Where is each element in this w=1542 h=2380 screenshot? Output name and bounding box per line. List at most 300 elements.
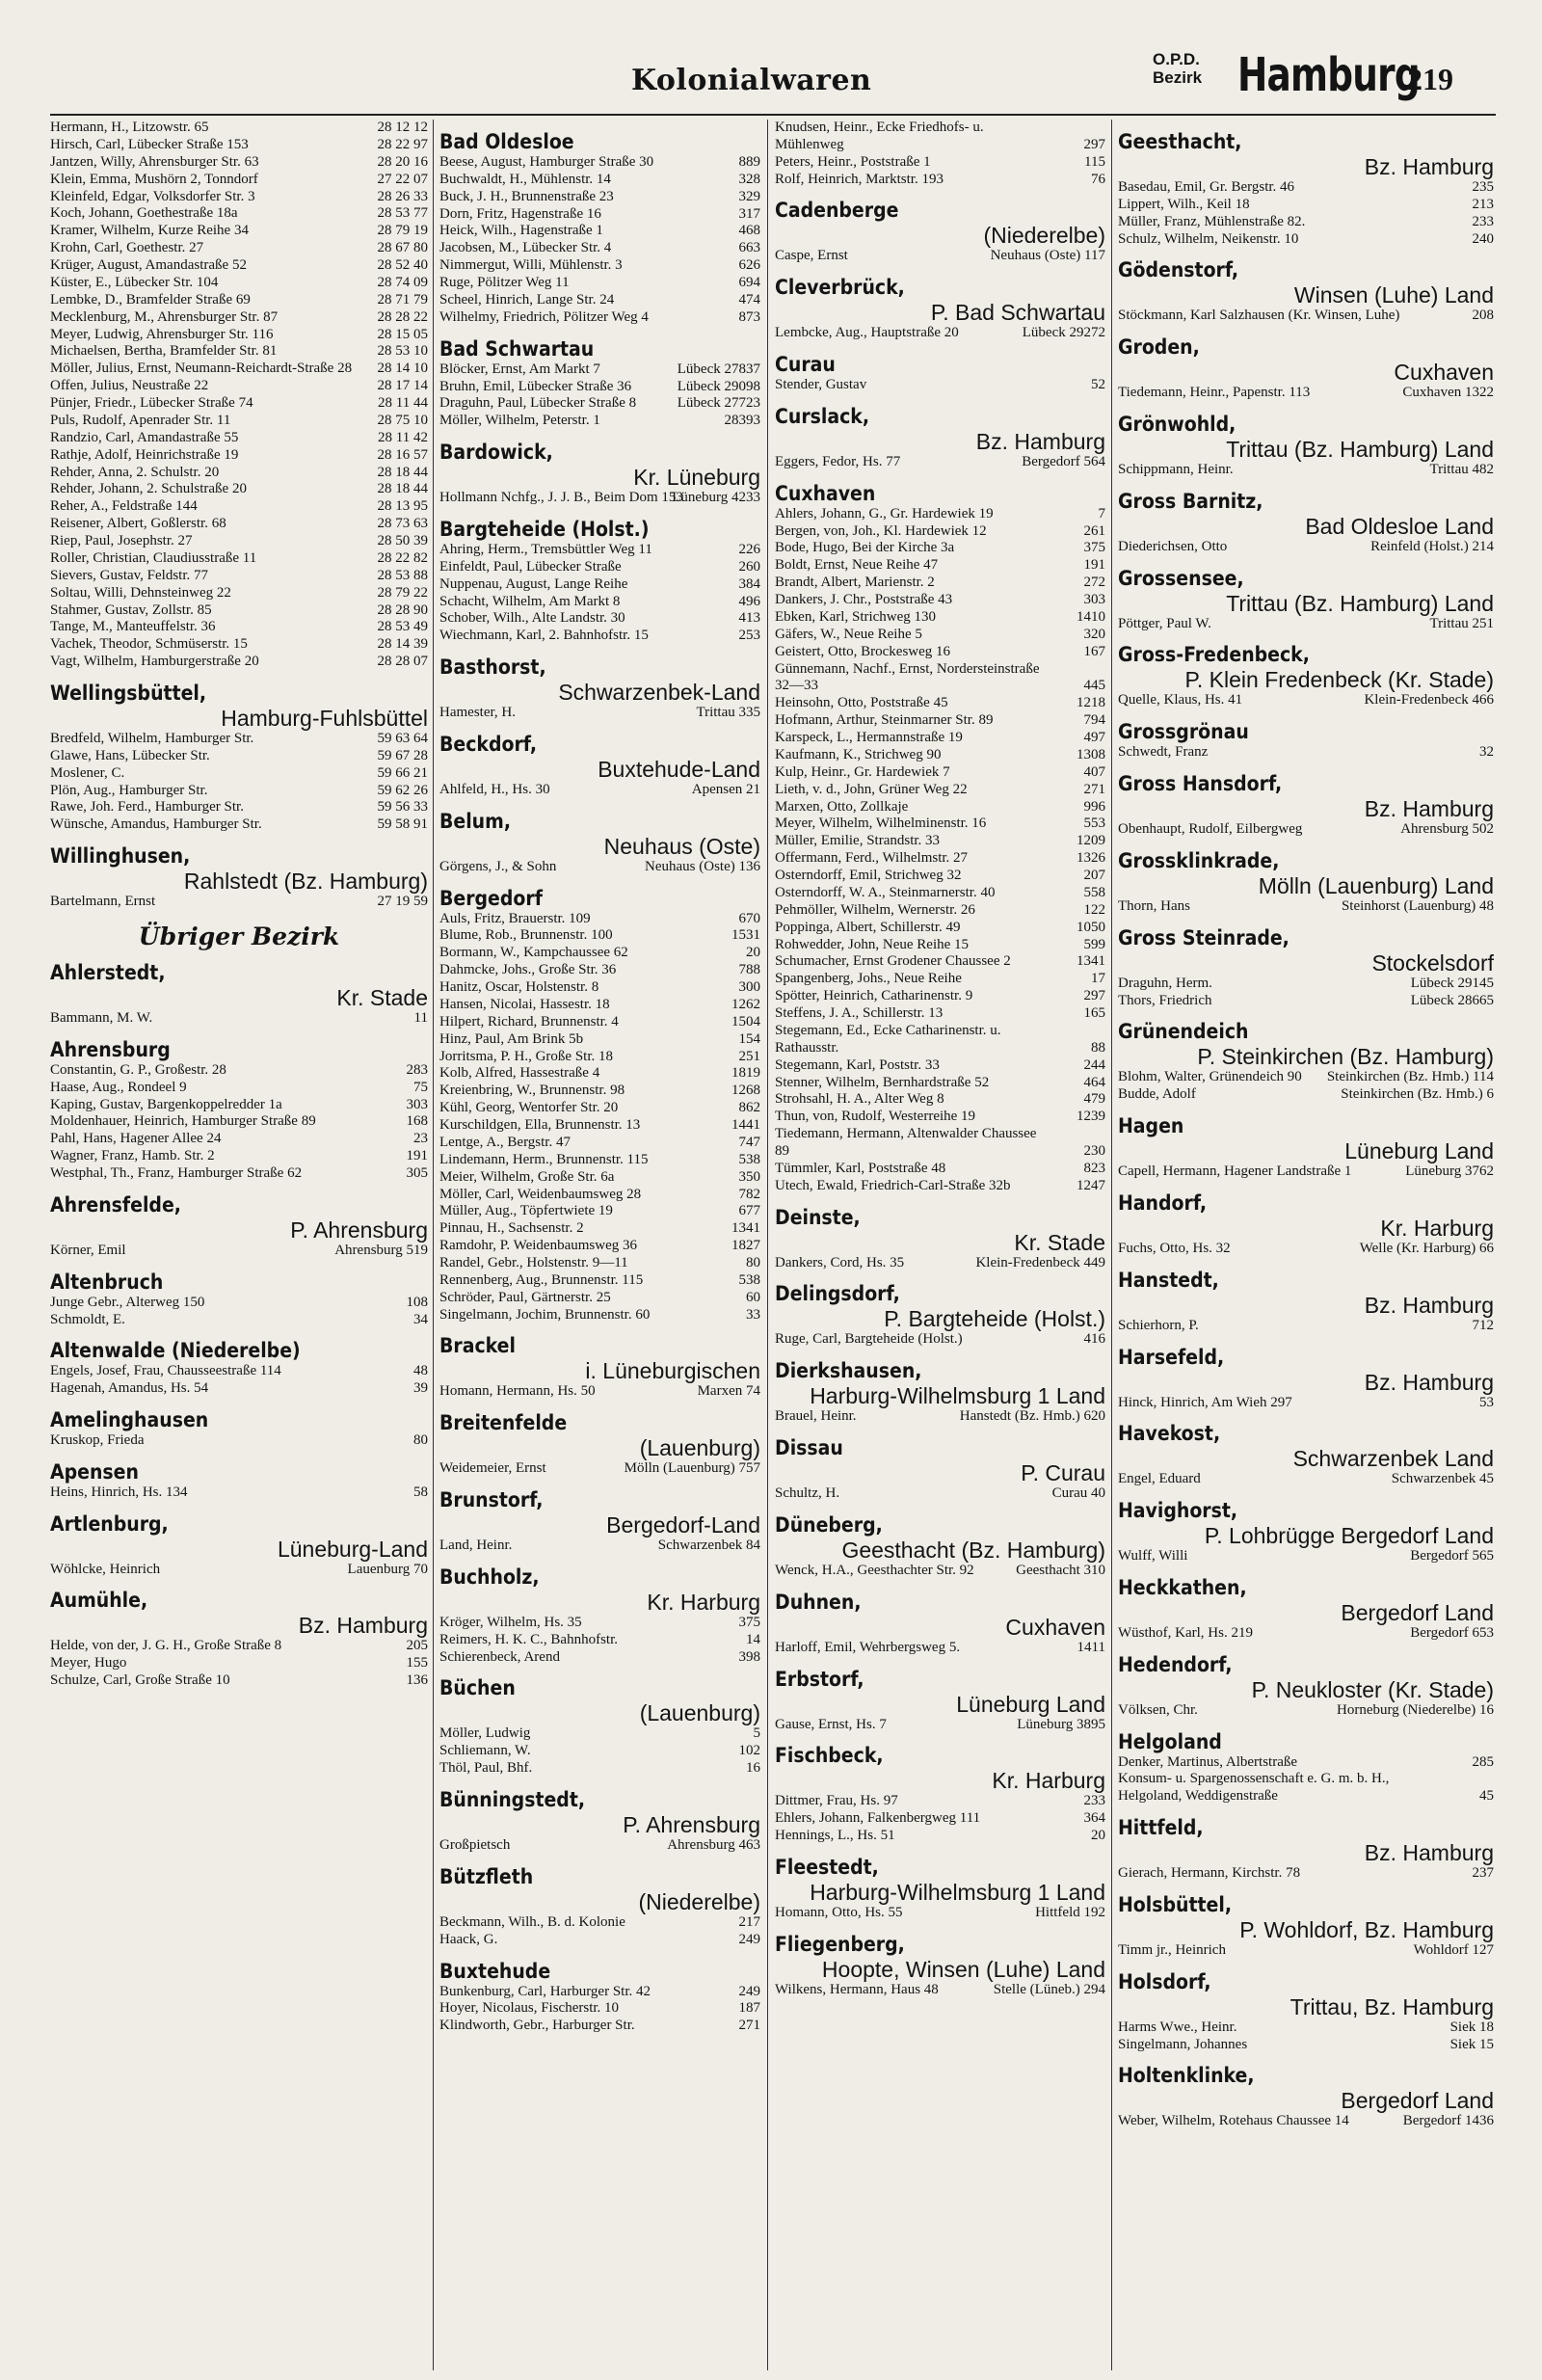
phone-number: 474: [738, 291, 760, 308]
list-item: [50, 275, 428, 292]
entry-name: Meyer, Wilhelm, Wilhelminenstr. 16: [775, 816, 987, 832]
place-name: Groden,: [1118, 335, 1200, 360]
entry-name: Möller, Wilhelm, Peterstr. 1: [439, 413, 600, 429]
entry-name: Nimmergut, Willi, Mühlenstr. 3: [439, 257, 623, 274]
phone-number: 496: [738, 593, 760, 609]
list-item: [439, 1065, 760, 1083]
list-item: [775, 850, 1105, 868]
place-name: Buxtehude: [439, 1959, 551, 1983]
list-item: [775, 1126, 1105, 1161]
phone-number: 28 28 90: [377, 602, 428, 618]
place-district: Bz. Hamburg: [1364, 1840, 1494, 1866]
entry-name: Krüger, August, Amandastraße 52: [50, 257, 247, 273]
list-item: [1118, 214, 1494, 231]
list-item: [50, 636, 428, 654]
list-item: [439, 1984, 760, 2001]
list-item: [1118, 1702, 1494, 1720]
list-item: [50, 309, 428, 327]
list-item: [775, 868, 1105, 885]
place-district: P. Klein Fredenbeck (Kr. Stade): [1184, 667, 1494, 693]
phone-number: 59 66 21: [377, 764, 428, 781]
phone-number: 497: [1083, 730, 1105, 746]
phone-number: 599: [1083, 936, 1105, 952]
entry-name: Dankers, Cord, Hs. 35: [775, 1254, 905, 1270]
phone-number: 226: [738, 541, 760, 557]
entry-name: Dahmcke, Johs., Große Str. 36: [439, 962, 617, 978]
entry-name: Weidemeier, Ernst: [439, 1460, 546, 1477]
list-item: [775, 1178, 1105, 1195]
page-header: [0, 0, 1542, 106]
list-item: [1118, 976, 1494, 993]
phone-number: 122: [1083, 901, 1105, 918]
phone-number: 1531: [731, 927, 760, 944]
list-item: [50, 1562, 428, 1579]
entry-name: Plön, Aug., Hamburger Str.: [50, 782, 208, 798]
entry-name: Wagner, Franz, Hamb. Str. 2: [50, 1148, 215, 1164]
phone-number: 14: [746, 1631, 760, 1647]
place-district: P. Ahrensburg: [290, 1217, 428, 1243]
place-heading: [775, 1590, 1105, 1640]
list-item: [775, 1810, 1105, 1828]
list-item: [1118, 616, 1494, 633]
list-item: [775, 782, 1105, 799]
place-district: Cuxhaven: [1005, 1614, 1105, 1640]
entry-name: Singelmann, Johannes: [1118, 2036, 1248, 2052]
place-district: Bz. Hamburg: [298, 1613, 428, 1639]
phone-number: 663: [738, 240, 760, 256]
entry-name: Ahlers, Johann, G., Gr. Hardewiek 19: [775, 505, 994, 521]
phone-number: 1504: [731, 1013, 760, 1030]
place-district: Bergedorf-Land: [606, 1512, 760, 1538]
list-item: [775, 1793, 1105, 1810]
entry-name: Ebken, Karl, Strichweg 130: [775, 608, 937, 625]
list-item: [439, 275, 760, 292]
entry-name: Schliemann, W.: [439, 1743, 531, 1759]
entry-name: Spötter, Heinrich, Catharinenstr. 9: [775, 988, 973, 1004]
list-item: [439, 610, 760, 628]
place-name: Handorf,: [1118, 1190, 1208, 1215]
list-item: [50, 765, 428, 783]
phone-number: 28 18 44: [377, 464, 428, 480]
list-item: [439, 154, 760, 172]
place-name: Altenwalde (Niederelbe): [50, 1339, 301, 1363]
phone-number: 28 22 82: [377, 549, 428, 566]
entry-name: Sievers, Gustav, Feldstr. 77: [50, 567, 209, 583]
column-divider: [1111, 120, 1112, 2370]
phone-number: 17: [1091, 971, 1105, 987]
phone-number: 154: [738, 1030, 760, 1047]
place-heading: [439, 1787, 760, 1837]
list-item: [439, 1117, 760, 1135]
list-item: [50, 343, 428, 361]
phone-number: 88: [1091, 1039, 1105, 1056]
list-item: [50, 292, 428, 309]
list-item: [1118, 1241, 1494, 1258]
entry-name: Stenner, Wilhelm, Bernhardstraße 52: [775, 1074, 990, 1090]
entry-name: Großpietsch: [439, 1837, 511, 1853]
entry-name: Ehlers, Johann, Falkenbergweg 111: [775, 1810, 981, 1827]
phone-number: 1411: [1077, 1639, 1105, 1655]
entry-name: Pinnau, H., Sachsenstr. 2: [439, 1220, 584, 1237]
column-divider: [433, 120, 434, 2370]
place-heading: [1118, 1268, 1494, 1318]
list-item: [775, 661, 1105, 696]
phone-number: 283: [406, 1061, 428, 1078]
list-item: [439, 223, 760, 240]
phone-number: 1218: [1077, 695, 1105, 711]
place-name: Grünendeich: [1118, 1020, 1249, 1044]
phone-number: 28 53 49: [377, 619, 428, 635]
place-heading: [1118, 412, 1494, 462]
phone-number: 317: [738, 205, 760, 222]
entry-name: Krohn, Carl, Goethestr. 27: [50, 240, 204, 256]
phone-number: 48: [413, 1363, 428, 1379]
opd-label: O.P.D.: [1153, 50, 1200, 68]
list-item: [439, 1649, 760, 1667]
phone-number: Lauenburg 70: [347, 1561, 428, 1577]
entry-name: Weber, Wilhelm, Rotehaus Chaussee 14: [1118, 2113, 1349, 2129]
place-heading: [1118, 334, 1494, 385]
phone-number: 205: [406, 1638, 428, 1654]
place-name: Fleestedt,: [775, 1855, 879, 1879]
list-item: [775, 1331, 1105, 1349]
place-district: i. Lüneburgischen: [585, 1358, 760, 1384]
entry-name: Capell, Hermann, Hagener Landstraße 1: [1118, 1163, 1352, 1180]
phone-number: 80: [746, 1255, 760, 1270]
phone-number: 59 58 91: [377, 816, 428, 833]
phone-number: 384: [738, 575, 760, 592]
phone-number: 59 63 64: [377, 730, 428, 746]
place-district: P. Curau: [1021, 1460, 1105, 1486]
phone-number: 558: [1083, 884, 1105, 900]
place-district: Trittau (Bz. Hamburg) Land: [1226, 590, 1494, 616]
phone-number: 11: [413, 1009, 428, 1026]
place-name: Bergedorf: [439, 886, 543, 910]
phone-number: Lübeck 28665: [1410, 992, 1494, 1008]
entry-name: Spangenberg, Johs., Neue Reihe: [775, 971, 962, 987]
place-name: Brunstorf,: [439, 1488, 544, 1512]
entry-name: Müller, Franz, Mühlenstraße 82.: [1118, 213, 1306, 229]
phone-number: 249: [738, 1931, 760, 1947]
entry-name: Reimers, H. K. C., Bahnhofstr.: [439, 1631, 618, 1647]
phone-number: 28 16 57: [377, 446, 428, 463]
entry-name: Boldt, Ernst, Neue Reihe 47: [775, 557, 939, 574]
phone-number: Lüneburg 3762: [1405, 1163, 1494, 1180]
phone-number: 230: [1083, 1143, 1105, 1160]
entry-name: Hanitz, Oscar, Holstenstr. 8: [439, 979, 599, 995]
list-item: [50, 498, 428, 516]
list-item: [775, 454, 1105, 471]
phone-number: Lübeck 27723: [677, 395, 760, 412]
place-district: Lüneburg Land: [956, 1691, 1105, 1717]
place-name: Hagen: [1118, 1114, 1184, 1138]
entry-name: Rehder, Johann, 2. Schulstraße 20: [50, 481, 247, 497]
entry-name: Timm jr., Heinrich: [1118, 1941, 1226, 1958]
phone-number: Siek 18: [1449, 2019, 1494, 2035]
entry-name: Günnemann, Nachf., Ernst, Nordersteinstraße 32—33: [775, 660, 1040, 694]
place-heading: [1118, 1113, 1494, 1163]
list-item: [439, 240, 760, 257]
phone-number: 328: [738, 171, 760, 187]
list-item: [775, 695, 1105, 712]
place-name: Artlenburg,: [50, 1511, 169, 1536]
list-item: [775, 764, 1105, 782]
entry-name: Osterndorff, W. A., Steinmarnerstr. 40: [775, 884, 996, 900]
entry-name: Soltau, Willi, Dehnsteinweg 22: [50, 584, 231, 601]
entry-name: Puls, Rudolf, Apenrader Str. 11: [50, 412, 231, 428]
phone-number: Steinhorst (Lauenburg) 48: [1341, 897, 1494, 914]
entry-name: Klein, Emma, Mushörn 2, Tonndorf: [50, 171, 258, 187]
list-item: [439, 413, 760, 430]
entry-name: Müller, Aug., Töpfertwiete 19: [439, 1203, 613, 1219]
list-item: [50, 602, 428, 620]
entry-name: Peters, Heinr., Poststraße 1: [775, 153, 931, 170]
place-name: Cuxhaven: [775, 481, 876, 505]
phone-number: 233: [1083, 1793, 1105, 1809]
phone-number: 244: [1083, 1056, 1105, 1073]
phone-number: 233: [1472, 213, 1494, 229]
list-item: [1118, 1548, 1494, 1565]
phone-number: 364: [1083, 1810, 1105, 1827]
phone-number: 76: [1091, 171, 1105, 187]
list-item: [775, 377, 1105, 394]
entry-name: Tiedemann, Heinr., Papenstr. 113: [1118, 385, 1311, 401]
phone-number: 1410: [1077, 608, 1105, 625]
phone-number: Hanstedt (Bz. Hmb.) 620: [959, 1408, 1105, 1425]
phone-number: 413: [738, 610, 760, 627]
place-name: Bargteheide (Holst.): [439, 517, 650, 541]
list-item: [50, 748, 428, 765]
place-heading: [439, 1959, 760, 1984]
place-heading: [1118, 129, 1494, 179]
list-item: [775, 1109, 1105, 1126]
entry-name: Kruskop, Frieda: [50, 1432, 145, 1448]
list-item: [775, 540, 1105, 557]
list-item: [50, 731, 428, 748]
list-item: [1118, 898, 1494, 916]
list-item: [439, 1460, 760, 1478]
entry-name: Helde, von der, J. G. H., Große Straße 8: [50, 1638, 282, 1654]
phone-number: Wohldorf 127: [1413, 1941, 1494, 1958]
place-district: P. Bargteheide (Holst.): [884, 1306, 1105, 1332]
phone-number: Curau 40: [1051, 1485, 1105, 1502]
phone-number: Trittau 335: [696, 705, 760, 721]
place-heading: [775, 1512, 1105, 1563]
entry-name: Blohm, Walter, Grünendeich 90: [1118, 1069, 1302, 1085]
list-item: [50, 1380, 428, 1398]
place-heading: [50, 1037, 428, 1062]
entry-name: Stender, Gustav: [775, 377, 867, 393]
place-district: Bz. Hamburg: [1364, 153, 1494, 179]
place-name: Grossensee,: [1118, 566, 1244, 590]
place-name: Fliegenberg,: [775, 1932, 905, 1956]
place-district: Bad Oldesloe Land: [1305, 513, 1494, 539]
place-name: Duhnen,: [775, 1590, 862, 1614]
place-heading: [1118, 1498, 1494, 1548]
phone-number: 28 15 05: [377, 326, 428, 342]
place-name: Bardowick,: [439, 441, 553, 465]
place-heading: [1118, 489, 1494, 539]
phone-number: 208: [1472, 308, 1494, 324]
place-district: Kr. Harburg: [647, 1589, 760, 1615]
entry-name: Ruge, Carl, Bargteheide (Holst.): [775, 1331, 963, 1348]
place-district: Kr. Harburg: [992, 1768, 1105, 1794]
entry-name: Pahl, Hans, Hagener Allee 24: [50, 1131, 222, 1147]
phone-number: 28 79 19: [377, 223, 428, 239]
phone-number: Lübeck 29145: [1410, 975, 1494, 991]
entry-name: Lieth, v. d., John, Grüner Weg 22: [775, 781, 968, 797]
phone-number: 102: [738, 1743, 760, 1759]
entry-name: Ramdohr, P. Weidenbaumsweg 36: [439, 1238, 637, 1254]
place-name: Aumühle,: [50, 1589, 148, 1613]
place-heading: [439, 336, 760, 361]
entry-name: Junge Gebr., Alterweg 150: [50, 1294, 205, 1310]
phone-number: 23: [413, 1131, 428, 1147]
phone-number: 694: [738, 275, 760, 291]
bezirk-label: Bezirk: [1153, 68, 1203, 87]
entry-name: Beckmann, Wilh., B. d. Kolonie: [439, 1913, 625, 1930]
phone-number: 553: [1083, 816, 1105, 832]
page-number: 219: [1407, 62, 1453, 96]
place-district: Bergedorf Land: [1341, 2088, 1494, 2114]
list-item: [439, 1135, 760, 1152]
place-district: P. Ahrensburg: [623, 1812, 760, 1837]
phone-number: Klein-Fredenbeck 466: [1364, 692, 1494, 709]
place-name: Helgoland: [1118, 1729, 1222, 1753]
phone-number: 187: [738, 2000, 760, 2017]
list-item: [1118, 692, 1494, 709]
list-item: [775, 885, 1105, 902]
phone-number: Ahrensburg 502: [1400, 821, 1494, 838]
list-item: [775, 1717, 1105, 1734]
place-heading: [50, 1511, 428, 1562]
entry-name: Stöckmann, Karl Salzhausen (Kr. Winsen, Luhe): [1118, 308, 1400, 324]
list-item: [439, 490, 760, 507]
list-item: [439, 1187, 760, 1204]
place-heading: [439, 655, 760, 705]
place-heading: [439, 517, 760, 542]
place-district: P. Wohldorf, Bz. Hamburg: [1239, 1916, 1494, 1942]
list-item: [439, 859, 760, 876]
entry-name: Schober, Wilh., Alte Landstr. 30: [439, 610, 625, 627]
place-district: Schwarzenbek-Land: [558, 680, 760, 706]
entry-name: Hoyer, Nicolaus, Fischerstr. 10: [439, 2000, 620, 2017]
phone-number: 398: [738, 1648, 760, 1665]
list-item: [439, 962, 760, 979]
place-heading: [775, 1358, 1105, 1408]
place-heading: [775, 1205, 1105, 1255]
place-heading: [1118, 1892, 1494, 1942]
list-item: [775, 1485, 1105, 1503]
phone-number: 862: [738, 1100, 760, 1116]
phone-number: 168: [406, 1113, 428, 1130]
entry-name: Schulz, Wilhelm, Neikenstr. 10: [1118, 230, 1299, 247]
entry-name: Hinck, Hinrich, Am Wieh 297: [1118, 1394, 1292, 1410]
entry-name: Thöl, Paul, Bhf.: [439, 1760, 533, 1777]
phone-number: Bergedorf 653: [1410, 1624, 1494, 1641]
entry-name: Koch, Johann, Goethestraße 18a: [50, 205, 238, 222]
region-heading: Übriger Bezirk: [138, 923, 340, 950]
entry-name: Schröder, Paul, Gärtnerstr. 25: [439, 1289, 611, 1305]
place-district: Kr. Harburg: [1380, 1215, 1494, 1241]
place-heading: [1118, 1190, 1494, 1241]
place-heading: [439, 129, 760, 154]
entry-name: Völksen, Chr.: [1118, 1701, 1198, 1718]
entry-name: Strohsahl, H. A., Alter Weg 8: [775, 1091, 944, 1108]
phone-number: 165: [1083, 1005, 1105, 1022]
entry-name: Kaping, Gustav, Bargenkoppelredder 1a: [50, 1096, 282, 1112]
phone-number: 167: [1083, 643, 1105, 659]
list-item: [775, 1563, 1105, 1580]
place-heading: [50, 1338, 428, 1363]
phone-number: 271: [738, 2018, 760, 2034]
phone-number: Welle (Kr. Harburg) 66: [1359, 1240, 1494, 1256]
place-heading: [775, 275, 1105, 325]
entry-name: Randzio, Carl, Amandastraße 55: [50, 429, 239, 445]
place-district: Bz. Hamburg: [1364, 1292, 1494, 1318]
place-district: (Niederelbe): [638, 1888, 760, 1914]
place-heading: [1118, 642, 1494, 692]
place-heading: [1118, 848, 1494, 898]
phone-number: 108: [406, 1294, 428, 1310]
phone-number: 80: [413, 1432, 428, 1448]
entry-name: Reisener, Albert, Goßlerstr. 68: [50, 516, 226, 532]
list-item: [439, 1031, 760, 1049]
place-heading: [1118, 1652, 1494, 1702]
entry-name: Randel, Gebr., Holstenstr. 9—11: [439, 1255, 628, 1270]
phone-number: 7: [1098, 505, 1105, 521]
entry-name: Haack, G.: [439, 1931, 498, 1947]
list-item: [439, 1290, 760, 1307]
place-heading: [775, 352, 1105, 377]
list-item: [1118, 1163, 1494, 1181]
entry-name: Scheel, Hinrich, Lange Str. 24: [439, 291, 615, 308]
list-item: [50, 430, 428, 447]
phone-number: 538: [738, 1151, 760, 1167]
place-heading: [439, 809, 760, 859]
phone-number: 464: [1083, 1074, 1105, 1090]
place-heading: [1118, 1345, 1494, 1395]
list-item: [439, 189, 760, 206]
list-item: [439, 1914, 760, 1932]
phone-number: Ahrensburg 463: [667, 1837, 760, 1853]
entry-name: Schmoldt, E.: [50, 1311, 125, 1327]
entry-name: Constantin, G. P., Großestr. 28: [50, 1061, 226, 1078]
place-name: Grönwohld,: [1118, 413, 1236, 436]
place-name: Grossklinkrade,: [1118, 848, 1280, 872]
list-item: [775, 1057, 1105, 1075]
phone-number: 272: [1083, 575, 1105, 591]
entry-name: Bunkenburg, Carl, Harburger Str. 42: [439, 1983, 651, 1999]
place-district: Neuhaus (Oste): [603, 833, 760, 859]
list-item: [50, 1062, 428, 1080]
phone-number: 297: [1083, 136, 1105, 152]
place-name: Delingsdorf,: [775, 1282, 900, 1306]
entry-name: Kleinfeld, Edgar, Volksdorfer Str. 3: [50, 188, 255, 204]
entry-name: Heinsohn, Otto, Poststraße 45: [775, 695, 948, 711]
list-item: [50, 1484, 428, 1502]
column-divider: [767, 120, 768, 2370]
entry-name: Blöcker, Ernst, Am Markt 7: [439, 361, 600, 377]
entry-name: Westphal, Th., Franz, Hamburger Straße 62: [50, 1165, 303, 1181]
entry-name: Draguhn, Herm.: [1118, 975, 1212, 991]
entry-name: Brauel, Heinr.: [775, 1408, 857, 1425]
list-item: [439, 1837, 760, 1855]
phone-number: 1268: [731, 1083, 760, 1099]
entry-name: Knudsen, Heinr., Ecke Friedhofs- u. Mühlenweg: [775, 120, 984, 152]
phone-number: 416: [1083, 1331, 1105, 1348]
phone-number: 297: [1083, 988, 1105, 1004]
